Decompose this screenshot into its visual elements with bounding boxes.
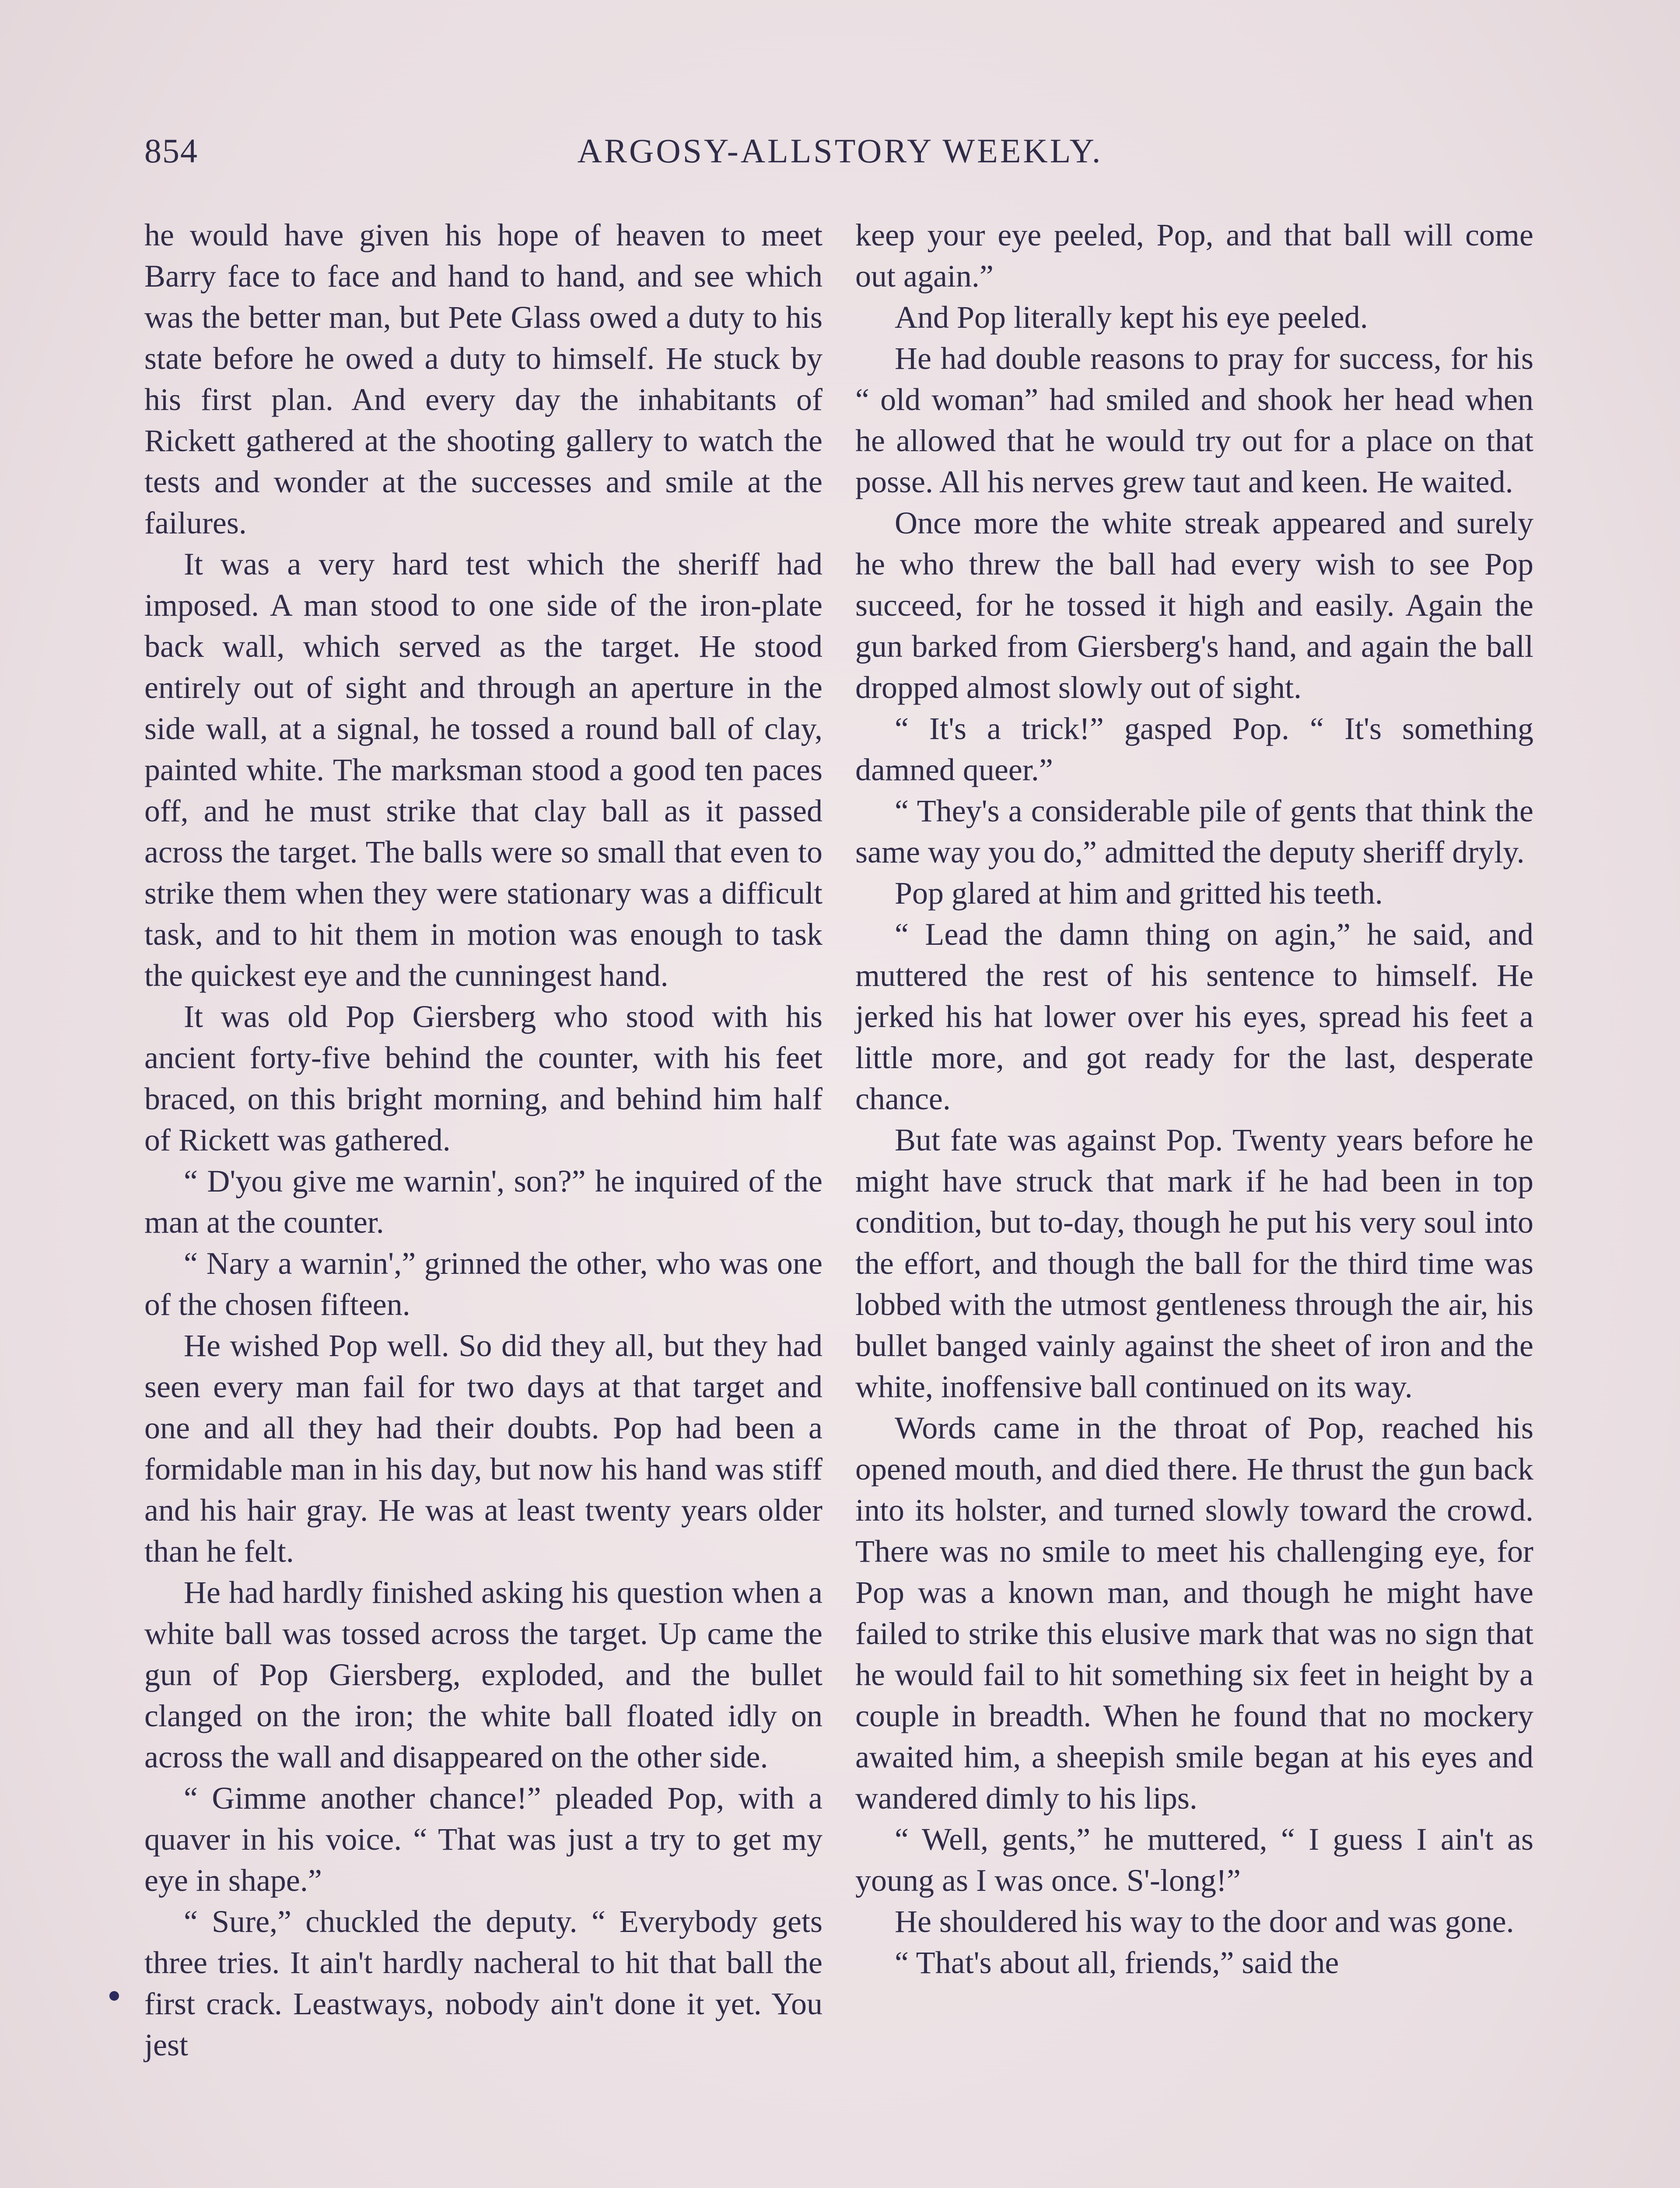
paragraph: It was a very hard test which the sheriff had imposed. A man stood to one side of the iron-plate back wall, which served as the target. He stood entirely out of sight and through an aperture in the side wall, at a signal, he tossed a round ball of clay, painted white. The marksman stood a good ten paces off, and he must strike that clay ball as it passed across the target. The balls were so small that even to strike them when they were stationary was a difficult task, and to hit them in motion was enough to task the quickest eye and the cunningest hand. [144,547,822,993]
paragraph: He had double reasons to pray for success, for his “ old woman” had smiled and shook her head when he allowed that he would try out for a place on that posse. All his nerves grew taut and keen. He waited. [855,341,1533,499]
page-number: 854 [144,132,198,170]
ink-spot [109,1991,119,2001]
paragraph: “ They's a considerable pile of gents that think the same way you do,” admitted the deputy sheriff dryly. [855,793,1533,870]
paragraph: He wished Pop well. So did they all, but they had seen every man fail for two days at that target and one and all they had their doubts. Pop had been a formidable man in his day, but now his hand was stiff and his hair gray. He was at least twenty years older than he felt. [144,1328,822,1569]
paragraph: He had hardly finished asking his question when a white ball was tossed across the target. Up came the gun of Pop Giersberg, exploded, and the bullet clanged on the iron; the white ball floated idly on across the wall and disappeared on the other side. [144,1575,822,1774]
paragraph: He shouldered his way to the door and was gone. [895,1904,1514,1939]
paragraph: And Pop literally kept his eye peeled. [895,300,1368,335]
page-header [144,131,1536,184]
paragraph: he would have given his hope of heaven to meet Barry face to face and hand to hand, and see which was the better man, but Pete Glass owed a duty to his state before he owed a duty to himself. He stuck by his first plan. And every day the inhabitants of Rickett gathered at the shooting gallery to watch the tests and wonder at the successes and smile at the failures. [144,217,822,540]
paragraph: “ That's about all, friends,” said the [895,1945,1339,1980]
right-column [855,214,1533,1983]
paragraph: keep your eye peeled, Pop, and that ball will come out again.” [855,217,1533,294]
paragraph: “ Sure,” chuckled the deputy. “ Everybody gets three tries. It ain't hardly nacheral to hit that ball the first crack. Leastways, nobody ain't done it yet. You jest [144,1904,822,2062]
left-column [144,214,822,2065]
paragraph: Pop glared at him and gritted his teeth. [895,876,1383,911]
running-head: ARGOSY-ALLSTORY WEEKLY. [577,132,1103,170]
paragraph: “ Lead the damn thing on agin,” he said, and muttered the rest of his sentence to himself. He jerked his hat lower over his eyes, spread his feet a little more, and got ready for the last, desperate chance. [855,917,1533,1116]
paragraph: Once more the white streak appeared and surely he who threw the ball had every wish to see Pop succeed, for he tossed it high and easily. Again the gun barked from Giersberg's hand, and again the ball dropped almost slowly out of sight. [855,505,1533,705]
paragraph: “ Gimme another chance!” pleaded Pop, with a quaver in his voice. “ That was just a try to get my eye in shape.” [144,1781,822,1898]
paragraph: “ Nary a warnin',” grinned the other, who was one of the chosen fifteen. [144,1246,822,1322]
paragraph: “ Well, gents,” he muttered, “ I guess I ain't as young as I was once. S'-long!” [855,1822,1533,1898]
paragraph: “ D'you give me warnin', son?” he inquired of the man at the counter. [144,1164,822,1240]
paragraph: But fate was against Pop. Twenty years before he might have struck that mark if he had been in top condition, but to-day, though he put his very soul into the effort, and though the ball for the third time was lobbed with the utmost gentleness through the air, his bullet banged vainly against the sheet of iron and the white, inoffensive ball continued on its way. [855,1122,1533,1404]
paragraph: “ It's a trick!” gasped Pop. “ It's something damned queer.” [855,711,1533,787]
paragraph: Words came in the throat of Pop, reached his opened mouth, and died there. He thrust the gun back into its holster, and turned slowly toward the crowd. There was no smile to meet his challenging eye, for Pop was a known man, and though he might have failed to strike this elusive mark that was no sign that he would fail to hit something six feet in height by a couple in breadth. When he found that no mockery awaited him, a sheepish smile began at his eyes and wandered dimly to his lips. [855,1410,1533,1816]
paragraph: It was old Pop Giersberg who stood with his ancient forty-five behind the counter, with his feet braced, on this bright morning, and behind him half of Rickett was gathered. [144,999,822,1157]
